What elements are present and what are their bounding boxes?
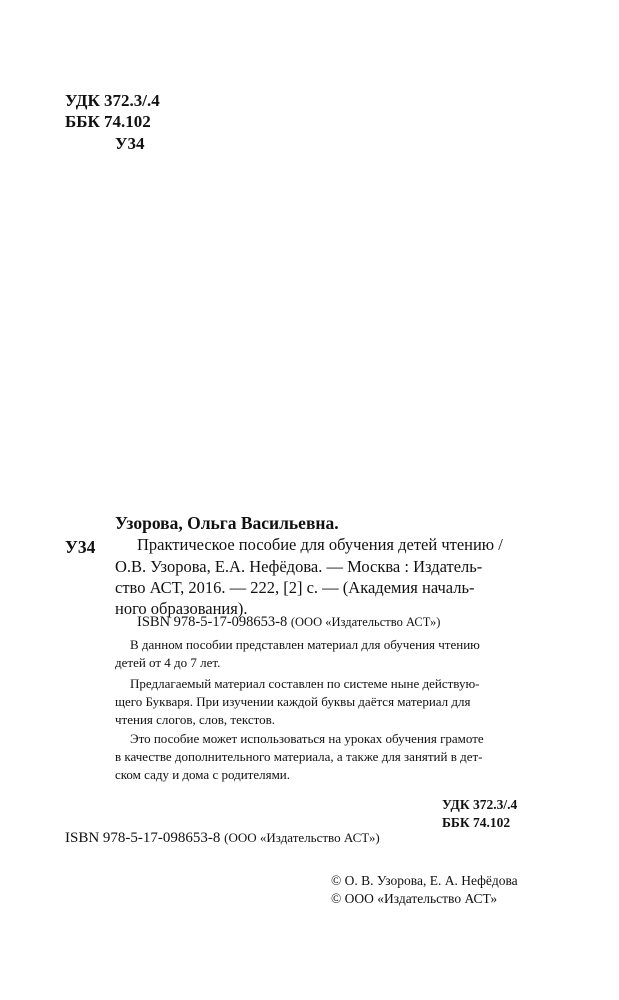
isbn-footer [65, 830, 380, 847]
description-line: О.В. Узорова, Е.А. Нефёдова. — Москва : Издатель- [115, 557, 483, 576]
author-mark-entry: У34 [65, 537, 96, 557]
annotation-line: В данном пособии представлен материал для обучения чтению [130, 637, 480, 652]
annotation-line: ском саду и дома с родителями. [115, 767, 291, 782]
udk-code-top: УДК 372.3/.4 [65, 91, 160, 110]
bbk-code-bottom: ББК 74.102 [442, 815, 511, 830]
annotation-line: в качестве дополнительного материала, а также для занятий в дет- [115, 749, 483, 764]
annotation-line: щего Букваря. При изучении каждой буквы даётся материал для [115, 694, 471, 709]
bbk-code-top: ББК 74.102 [65, 112, 151, 131]
isbn-entry [137, 614, 440, 631]
annotation-line: Предлагаемый материал составлен по системе ныне действую- [130, 676, 480, 691]
description-line: ного образования). [115, 599, 248, 618]
annotation-line: детей от 4 до 7 лет. [115, 655, 221, 670]
udk-code-bottom: УДК 372.3/.4 [442, 797, 518, 812]
copyright-publisher: © ООО «Издательство АСТ» [331, 891, 498, 906]
isbn-publisher-footer: (ООО «Издательство АСТ») [224, 830, 380, 845]
description-line: ство АСТ, 2016. — 222, [2] с. — (Академия началь- [115, 578, 475, 597]
isbn-number: ISBN 978-5-17-098653-8 [137, 614, 288, 630]
description-line: Практическое пособие для обучения детей чтению / [137, 535, 503, 554]
author-mark-top: У34 [115, 134, 145, 153]
author-heading: Узорова, Ольга Васильевна. [115, 513, 339, 533]
annotation-line: Это пособие может использоваться на уроках обучения грамоте [130, 731, 484, 746]
isbn-number-footer: ISBN 978-5-17-098653-8 [65, 830, 221, 846]
copyright-authors: © О. В. Узорова, Е. А. Нефёдова [331, 873, 518, 888]
isbn-publisher: (ООО «Издательство АСТ») [290, 615, 441, 629]
annotation-line: чтения слогов, слов, текстов. [115, 712, 276, 727]
